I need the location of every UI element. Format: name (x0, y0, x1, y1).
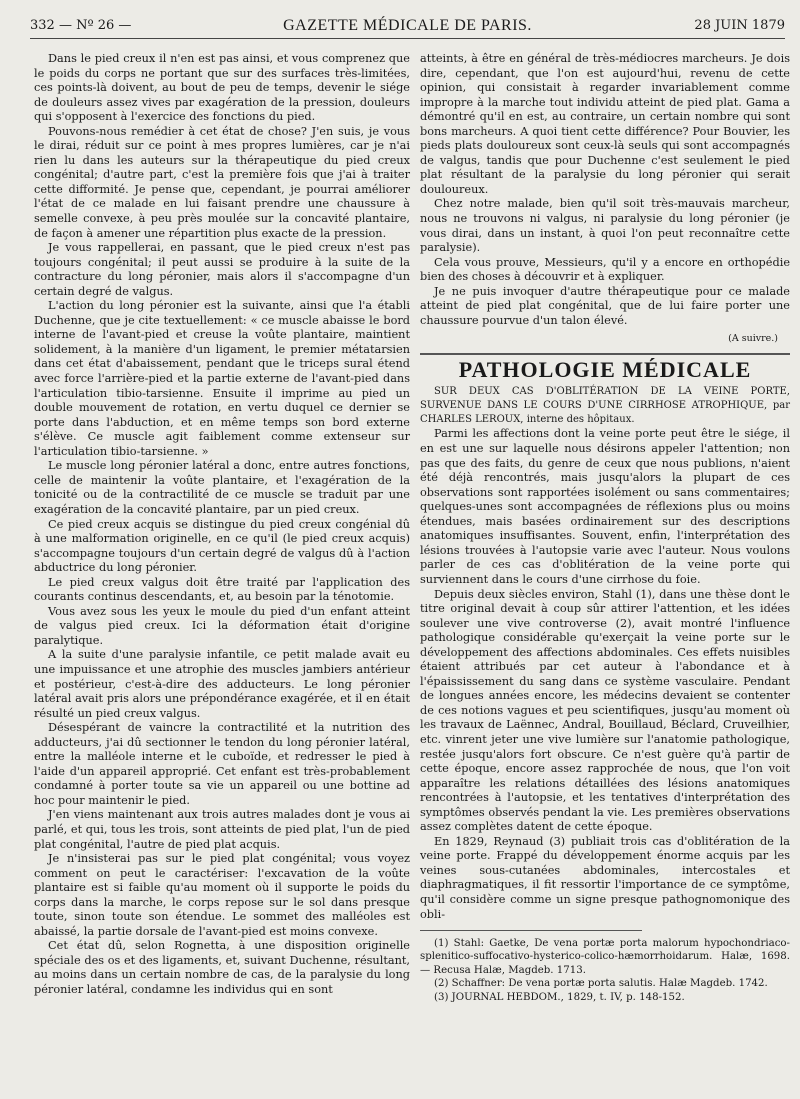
paragraph: Dans le pied creux il n'en est pas ainsi, et vous comprenez que le poids du corps ne portant que sur des surfaces très-limitées, ces points-là doivent, au bout de peu de temps, devenir le siége de douleurs assez vives par exagération de la pression, douleurs qui s'opposent à l'exercice des fonctions du pied. (34, 52, 410, 124)
paragraph: Depuis deux siècles environ, Stahl (1), dans une thèse dont le titre original devait à coup sûr attirer l'attention, et les idées soulever une vive controverse (2), avait montré l'influence pathologique considérable qu'exerçait la veine porte sur le développement des affections abdominales. Ces effets nuisibles étaient attribués par cet auteur à l'abondance et à l'épaississement du sang dans ce système vasculaire. Pendant de longues années encore, les médecins devaient se contenter de ces notions vagues et peu scientifiques, jusqu'au moment où les travaux de Laënnec, Andral, Bouillaud, Béclard, Cruveilhier, etc. vinrent jeter une vive lumière sur l'anatomie pathologique, restée jusqu'alors fort obscure. Ce n'est guère qu'à partir de cette époque, encore assez rapprochée de nous, que l'on voit apparaître les relations détaillées des lésions anatomiques rencontrées à l'autopsie, et les tentatives d'interprétation des symptômes observés pendant la vie. Les premières observations assez complètes datent de cette époque. (420, 587, 790, 834)
paragraph: Cet état dû, selon Rognetta, à une disposition originelle spéciale des os et des ligaments, et, suivant Duchenne, résultant, au moins dans un certain nombre de cas, de la paralysie du long péronier latéral, condamne les individus qui en sont (34, 939, 410, 996)
section-title: PATHOLOGIE MÉDICALE (458, 356, 752, 382)
paragraph: J'en viens maintenant aux trois autres malades dont je vous ai parlé, et qui, tous les trois, sont atteints de pied plat, l'un de pied plat congénital, l'autre de pied plat acquis. (34, 808, 410, 851)
paragraph: Je ne puis invoquer d'autre thérapeutique pour ce malade atteint de pied plat congénital, que de lui faire porter une chaussure pourvue d'un talon élevé. (420, 284, 790, 327)
paragraph: Cela vous prouve, Messieurs, qu'il y a encore en orthopédie bien des choses à découvrir et à expliquer. (420, 255, 790, 284)
paragraph: Ce pied creux acquis se distingue du pied creux congénial dû à une malformation originelle, en ce qu'il (le pied creux acquis) s'accompagne toujours d'un certain degré de valgus dû à l'action abductrice du long péronier. (34, 517, 410, 575)
footnote: (3) JOURNAL HEBDOM., 1829, t. IV, p. 148-152. (434, 991, 685, 1003)
paragraph: Chez notre malade, bien qu'il soit très-mauvais marcheur, nous ne trouvons ni valgus, ni paralysie du long péronier (je vous dirai, dans un instant, à quoi l'on peut reconnaître cette paralysie). (420, 197, 790, 255)
footnote: (2) Schaffner: De vena portæ porta salutis. Halæ Magdeb. 1742. (434, 978, 768, 990)
issue-date: 28 JUIN 1879 (694, 18, 785, 33)
author-name: CHARLES LEROUX, (420, 414, 524, 426)
right-column (420, 52, 790, 1004)
left-column (34, 52, 410, 998)
paragraph: Je n'insisterai pas sur le pied plat congénital; vous voyez comment on peut le caractériser: l'excavation de la voûte plantaire est si faible qu'au moment où il supporte le poids du corps dans la marche, le corps repose sur le sol dans presque toute, sinon toute son étendue. Le sommet des malléoles est abaissé, la partie dorsale de l'avant-pied est moins convexe. (34, 852, 410, 938)
article-subtitle (420, 385, 790, 427)
footnote: (1) Stahl: Gaetke, De vena portæ porta malorum hypochondriaco-splenitico-suffocativo-hysterico-colico-hæmorrhoidarum. Halæ, 1698. — Recusa Halæ, Magdeb. 1713. (420, 938, 790, 976)
page-header (30, 14, 785, 38)
header-rule (30, 38, 785, 39)
paragraph: Vous avez sous les yeux le moule du pied d'un enfant atteint de valgus pied creux. Ici la déformation était d'origine paralytique. (34, 604, 410, 647)
paragraph: A la suite d'une paralysie infantile, ce petit malade avait eu une impuissance et une atrophie des muscles jambiers antérieur et postérieur, c'est-à-dire des adducteurs. Le long péronier latéral avait pris alors une prépondérance exagérée, et il en était résulté un pied creux valgus. (34, 648, 410, 720)
paragraph: Le pied creux valgus doit être traité par l'application des courants continus descendants, et, au besoin par la ténotomie. (34, 575, 410, 604)
paragraph: atteints, à être en général de très-médiocres marcheurs. Je dois dire, cependant, que l'on est aujourd'hui, revenu de cette opinion, qui consistait à regarder invariablement comme impropre à la marche tout individu atteint de pied plat. Gama a démontré qu'il en est, au contraire, un certain nombre qui sont bons marcheurs. A quoi tient cette différence? Pour Bouvier, les pieds plats douloureux sont ceux-là seuls qui sont accompagnés de valgus, tandis que pour Duchenne c'est seulement le pied plat résultant de la paralysie du long péronier qui serait douloureux. (420, 52, 790, 196)
to-be-continued: (A suivre.) (728, 333, 778, 345)
footnote-rule (420, 930, 642, 931)
paragraph: Le muscle long péronier latéral a donc, entre autres fonctions, celle de maintenir la voûte plantaire, et l'exagération de la tonicité ou de la contractilité de ce muscle se traduit par une exagération de la concavité plantaire, par un pied creux. (34, 459, 410, 516)
paragraph: En 1829, Reynaud (3) publiait trois cas d'oblitération de la veine porte. Frappé du développement énorme acquis par les veines sous-cutanées abdominales, intercostales et diaphragmatiques, il fit ressortir l'importance de ce symptôme, qu'il considère comme un signe presque pathognomonique des obli- (420, 834, 790, 921)
author-role: interne des hôpitaux. (526, 414, 635, 426)
paragraph: Désespérant de vaincre la contractilité et la nutrition des adducteurs, j'ai dû sectionner le tendon du long péronier latéral, entre la malléole interne et le cuboïde, et redresser le pied à l'aide d'un appareil approprié. Cet enfant est très-probablement condamné à porter toute sa vie un appareil ou une bottine ad hoc pour maintenir le pied. (34, 721, 410, 807)
paragraph: Pouvons-nous remédier à cet état de chose? J'en suis, je vous le dirai, réduit sur ce point à mes propres lumières, car je n'ai rien lu dans les auteurs sur la thérapeutique du pied creux congénital; d'autre part, c'est la première fois que j'ai à traiter cette difformité. Je pense que, cependant, je pourrai améliorer l'état de ce malade en lui faisant prendre une chaussure à semelle convexe, à peu près moulée sur la concavité plantaire, de façon à amener une répartition plus exacte de la pression. (34, 124, 410, 240)
subtitle-text: SUR DEUX CAS D'OBLITÉRATION DE LA VEINE PORTE, SURVENUE DANS LE COURS D'UNE CIRRHOSE ATROPHIQUE, par (420, 386, 790, 412)
section-rule (420, 353, 790, 355)
paragraph: Parmi les affections dont la veine porte peut être le siége, il en est une sur laquelle nous désirons appeler l'attention; non pas que des faits, du genre de ceux que nous publions, n'aient été déjà rencontrés, mais jusqu'alors la plupart de ces observations sont rapportées isolément ou sans commentaires; quelques-unes sont accompagnées de réflexions plus ou moins étendues, mais basées ordinairement sur des descriptions anatomiques insuffisantes. Souvent, enfin, l'interprétation des lésions trouvées à l'autopsie varie avec l'auteur. Nous voulons parler de ces cas d'oblitération de la veine porte qui surviennent dans le cours d'une cirrhose du foie. (420, 427, 790, 586)
journal-title: GAZETTE MÉDICALE DE PARIS. (283, 17, 532, 34)
paragraph: L'action du long péronier est la suivante, ainsi que l'a établi Duchenne, que je cite textuellement: « ce muscle abaisse le bord interne de l'avant-pied et creuse la voûte plantaire, maintient solidement, à la manière d'un ligament, le premier métatarsien dans cet état d'abaissement, pendant que le triceps sural étend avec force l'arrière-pied et la partie externe de l'avant-pied dans l'articulation tibio-tarsienne. Ensuite il imprime au pied un double mouvement de rotation, en vertu duquel ce dernier se porte dans l'abduction, et en même temps son bord externe s'élève. Ce muscle agit faiblement comme extenseur sur l'articulation tibio-tarsienne. » (34, 299, 410, 458)
paragraph: Je vous rappellerai, en passant, que le pied creux n'est pas toujours congénital; il peut aussi se produire à la suite de la contracture du long péronier, mais alors il s'accompagne d'un certain degré de valgus. (34, 241, 410, 298)
page-number: 332 — Nº 26 — (30, 18, 132, 33)
